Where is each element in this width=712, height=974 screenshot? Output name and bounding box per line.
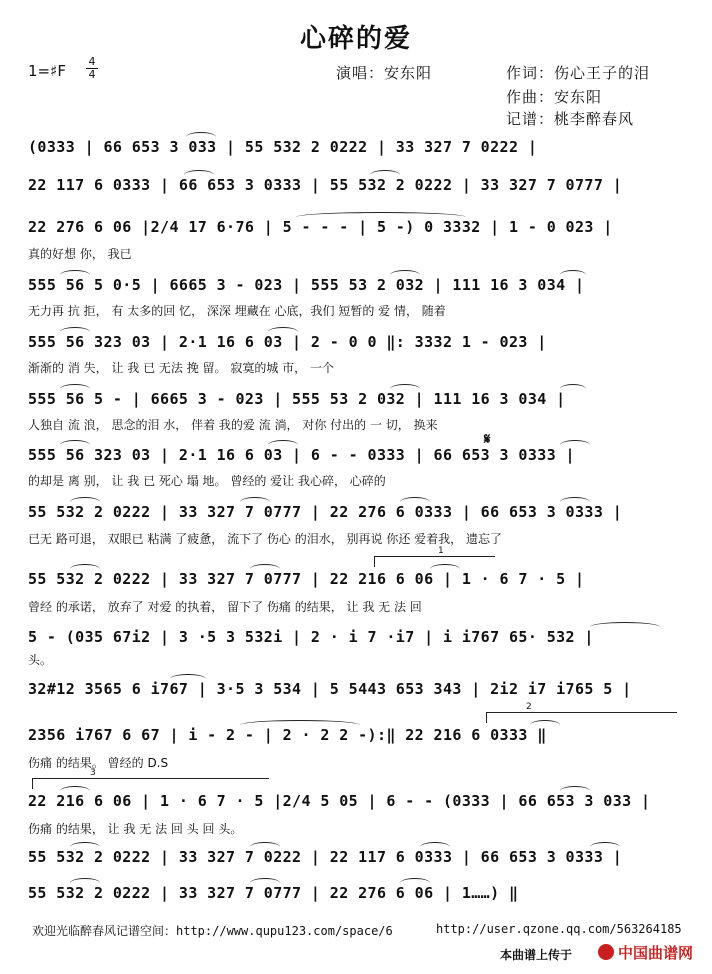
lyric-line-4: 无力再 抗 拒， 有 太多的回 忆， 深深 埋藏在 心底，我们 短暂的 爱 情， 随着: [28, 304, 446, 318]
score-line-7: 555 56 323 03 | 2·1 16 6 03 | 6 - - 0333 | 66 653 3 0333 |: [28, 446, 575, 464]
slur-mark: [590, 842, 620, 852]
slur-mark: [60, 327, 90, 337]
slur-mark: [560, 440, 590, 450]
score-line-1: (0333 | 66 653 3 033 | 55 532 2 0222 | 33 327 7 0222 |: [28, 138, 538, 156]
slur-mark: [250, 842, 280, 852]
score-line-6: 555 56 5 - | 6665 3 - 023 | 555 53 2 032 | 111 16 3 034 |: [28, 390, 566, 408]
time-signature: [86, 56, 98, 81]
slur-mark: [560, 384, 586, 394]
qzone-link[interactable]: http://user.qzone.qq.com/563264185: [436, 922, 682, 936]
slur-mark: [70, 564, 100, 574]
score-line-5: 555 56 323 03 | 2·1 16 6 03 | 2 - 0 0 ‖: 3332 1 - 023 |: [28, 333, 547, 351]
key-signature: 1=♯F: [28, 62, 66, 80]
slur-mark: [560, 786, 590, 796]
score-line-4: 555 56 5 0·5 | 6665 3 - 023 | 555 53 2 032 | 111 16 3 034 |: [28, 276, 585, 294]
lyric-line-10: 头。: [28, 653, 53, 667]
slur-mark: [590, 622, 660, 632]
slur-mark: [370, 170, 400, 180]
score-line-15: 55 532 2 0222 | 33 327 7 0777 | 22 276 6 06 | 1……) ‖: [28, 884, 519, 902]
segno-sign: 𝄋: [484, 430, 491, 448]
logo-icon: [598, 944, 614, 960]
slur-mark: [184, 170, 214, 180]
volta-bracket-2: [486, 712, 677, 723]
slur-mark: [60, 440, 90, 450]
lyricist-credit: 作词：伤心王子的泪: [506, 64, 651, 82]
footer-links: [32, 922, 682, 939]
slur-mark: [420, 842, 450, 852]
slur-mark: [186, 132, 216, 142]
lyric-line-13: 伤痛 的结果， 让 我 无 法 回 头 回 头。: [28, 822, 243, 836]
slur-mark: [70, 878, 100, 888]
slur-mark: [240, 720, 360, 730]
slur-mark: [70, 842, 100, 852]
upload-note: 本曲谱上传于: [500, 948, 573, 962]
lyric-line-7: 的却是 离 别， 让 我 已 死心 塌 地。 曾经的 爱让 我心碎， 心碎的: [28, 474, 386, 488]
transcriber-credit: 记谱：桃李醉春风: [506, 110, 635, 128]
composer-credit: 作曲：安东阳: [506, 88, 603, 106]
score-line-14: 55 532 2 0222 | 33 327 7 0222 | 22 117 6 0333 | 66 653 3 0333 |: [28, 848, 623, 866]
slur-mark: [390, 384, 420, 394]
volta-number-1: 1: [438, 546, 444, 556]
slur-mark: [296, 212, 466, 222]
logo-text: 中国曲谱网: [618, 944, 694, 962]
score-line-9: 55 532 2 0222 | 33 327 7 0777 | 22 216 6 06 | 1 · 6 7 · 5 |: [28, 570, 585, 588]
slur-mark: [400, 497, 430, 507]
slur-mark: [250, 878, 280, 888]
lyric-line-6: 人独自 流 浪， 思念的泪 水， 伴着 我的爱 流 淌， 对你 付出的 一 切， 换来: [28, 418, 438, 432]
slur-mark: [268, 327, 298, 337]
welcome-link[interactable]: 欢迎光临醉春风记谱空间：http://www.qupu123.com/space/6: [32, 924, 393, 938]
score-line-13: 22 216 6 06 | 1 · 6 7 · 5 |2/4 5 05 | 6 - - (0333 | 66 653 3 033 |: [28, 792, 651, 810]
lyric-line-9: 曾经 的承诺， 放弃了 对爱 的执着， 留下了 伤痛 的结果， 让 我 无 法 回: [28, 600, 422, 614]
score-line-12: 2356 i767 6 67 | i - 2 - | 2 · 2 2 -):‖ 22 216 6 0333 ‖: [28, 726, 547, 744]
slur-mark: [390, 270, 420, 280]
volta-number-3: 3: [90, 768, 96, 778]
meter-top: 4: [86, 56, 98, 69]
slur-mark: [400, 878, 430, 888]
slur-mark: [560, 497, 590, 507]
slur-mark: [240, 497, 270, 507]
slur-mark: [60, 270, 90, 280]
lyric-line-5: 渐渐的 消 失， 让 我 已 无法 挽 留。 寂寞的城 市， 一个: [28, 361, 334, 375]
lyric-line-3: 真的好想 你， 我已: [28, 247, 132, 261]
slur-mark: [170, 674, 206, 684]
score-line-3: 22 276 6 06 |2/4 17 6·76 | 5 - - - | 5 -) 0 3332 | 1 - 0 023 |: [28, 218, 613, 236]
score-line-2: 22 117 6 0333 | 66 653 3 0333 | 55 532 2 0222 | 33 327 7 0777 |: [28, 176, 623, 194]
score-line-8: 55 532 2 0222 | 33 327 7 0777 | 22 276 6 0333 | 66 653 3 0333 |: [28, 503, 623, 521]
slur-mark: [70, 497, 100, 507]
volta-bracket-1: [374, 556, 495, 567]
meter-bottom: 4: [88, 68, 96, 81]
slur-mark: [560, 270, 586, 280]
score-line-11: 32#12 3565 6 i767 | 3·5 3 534 | 5 5443 653 343 | 2i2 i7 i765 5 |: [28, 680, 632, 698]
site-logo[interactable]: [598, 942, 708, 962]
lyric-line-8: 已无 路可退， 双眼已 粘满 了疲惫， 流下了 伤心 的泪水， 别再说 你还 爱着我， 遗忘了: [28, 532, 502, 546]
volta-bracket-3: [32, 778, 269, 789]
slur-mark: [60, 384, 90, 394]
slur-mark: [268, 440, 298, 450]
slur-mark: [250, 564, 280, 574]
lyric-line-12: 伤痛 的结果。 曾经的 D.S: [28, 756, 169, 770]
volta-number-2: 2: [526, 702, 532, 712]
score-line-10: 5 - (035 67i2 | 3 ·5 3 532i | 2 · i 7 ·i7 | i i767 65· 532 |: [28, 628, 594, 646]
singer-credit: 演唱：安东阳: [336, 64, 433, 82]
song-title: 心碎的爱: [299, 24, 412, 54]
